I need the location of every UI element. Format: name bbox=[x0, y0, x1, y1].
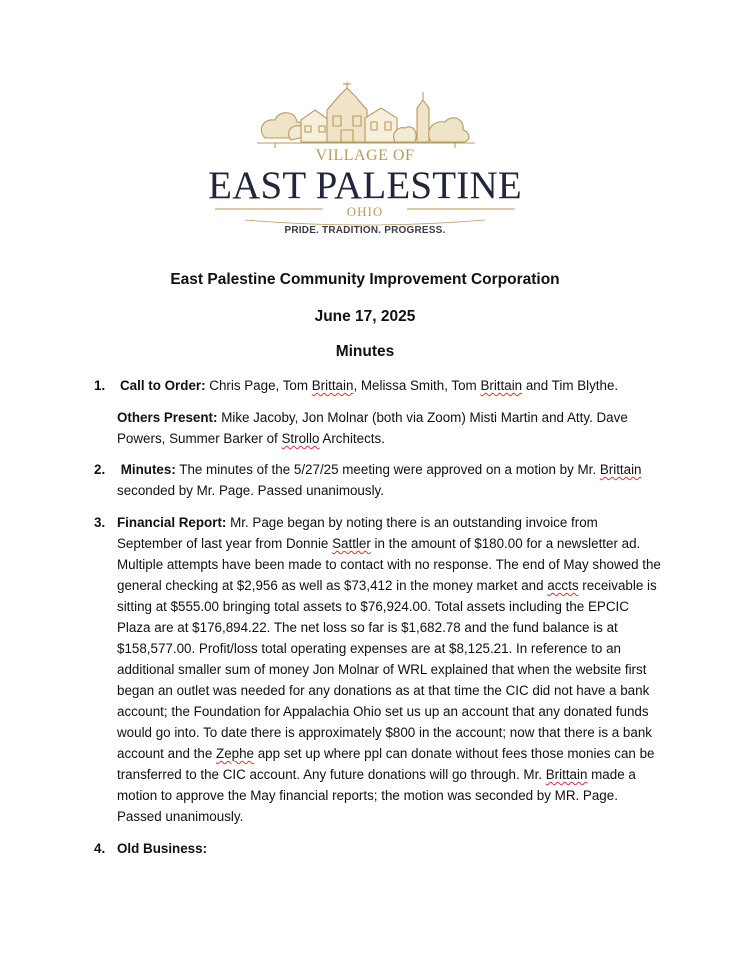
item-label: Old Business: bbox=[117, 841, 208, 856]
item-text: Mr. Page began by noting there is an outstanding invoice from September of last year from Donnie bbox=[117, 515, 598, 551]
village-logo bbox=[205, 80, 525, 242]
agenda-item-minutes bbox=[94, 459, 664, 501]
item-number: 2. bbox=[94, 462, 106, 477]
item-number: 1. bbox=[94, 378, 106, 393]
spellcheck-word: Brittain bbox=[545, 767, 588, 782]
item-number: 3. bbox=[94, 515, 106, 530]
item-body bbox=[117, 459, 664, 501]
item-text: and Tim Blythe. bbox=[522, 378, 619, 393]
agenda-item-old-business bbox=[94, 838, 664, 859]
item-label: Minutes: bbox=[120, 462, 176, 477]
item-body bbox=[120, 375, 664, 396]
spellcheck-word: Sattler bbox=[332, 536, 371, 551]
spellcheck-word: accts bbox=[547, 578, 579, 593]
item-body bbox=[117, 838, 664, 859]
logo-tagline: PRIDE. TRADITION. PROGRESS. bbox=[284, 225, 446, 236]
item-text: in the amount of $180.00 for a newsletter ad. Multiple attempts have been made to contact with no response. The end of May showed the general checking at $2,956 as well as $73,412 in the money market and bbox=[117, 536, 661, 593]
others-present-text: Mike Jacoby, Jon Molnar (both via Zoom) Misti Martin and Atty. Dave Powers, Summer Barker of bbox=[117, 410, 628, 446]
organization-title: East Palestine Community Improvement Corporation bbox=[170, 271, 560, 288]
item-label: Call to Order: bbox=[120, 378, 206, 393]
agenda-item-financial-report bbox=[94, 512, 664, 827]
others-present-label: Others Present: bbox=[117, 410, 218, 425]
item-text: Chris Page, Tom bbox=[205, 378, 312, 393]
item-text: app set up where ppl can donate without fees those monies can be transferred to the CIC account. Any future donations will go through. Mr. bbox=[117, 746, 655, 782]
spellcheck-word: Zephe bbox=[216, 746, 254, 761]
others-present bbox=[117, 407, 667, 449]
spellcheck-word: Brittain bbox=[599, 462, 642, 477]
item-label: Financial Report: bbox=[117, 515, 227, 530]
spellcheck-word: Brittain bbox=[480, 378, 523, 393]
meeting-date: June 17, 2025 bbox=[314, 308, 416, 325]
item-text: receivable is sitting at $555.00 bringing total assets to $76,924.00. Total assets including the EPCIC Plaza are at $176,894.22. The net loss so far is $1,682.78 and the fund balance is at $158,577.00. Profit/loss total operating expenses are at $8,125.21. In reference to an additional smaller sum of money Jon Molnar of WRL explained that when the website first began an outlet was needed for any donations as at that time the CIC did not have a bank account; the Foundation for Appalachia Ohio set us up an account that any donated funds would go into. To date there is approximately $800 in the account; now that there is a bank account and the bbox=[117, 578, 657, 761]
spellcheck-word: Brittain bbox=[311, 378, 354, 393]
logo-state: OHIO bbox=[346, 204, 384, 219]
document-type-title: Minutes bbox=[335, 343, 395, 360]
item-number: 4. bbox=[94, 841, 106, 856]
agenda-item-call-to-order bbox=[94, 375, 664, 396]
item-text: , Melissa Smith, Tom bbox=[353, 378, 481, 393]
others-present-text-end: Architects. bbox=[319, 431, 385, 446]
spellcheck-word: Strollo bbox=[281, 431, 320, 446]
logo-village-name: EAST PALESTINE bbox=[208, 164, 522, 207]
item-text-end: seconded by Mr. Page. Passed unanimously. bbox=[117, 483, 384, 498]
item-body bbox=[117, 512, 664, 827]
logo-village-of: VILLAGE OF bbox=[315, 147, 415, 164]
item-text: The minutes of the 5/27/25 meeting were approved on a motion by Mr. bbox=[175, 462, 600, 477]
item-text-end: made a motion to approve the May financial reports; the motion was seconded by MR. Page. Passed unanimously. bbox=[117, 767, 636, 824]
